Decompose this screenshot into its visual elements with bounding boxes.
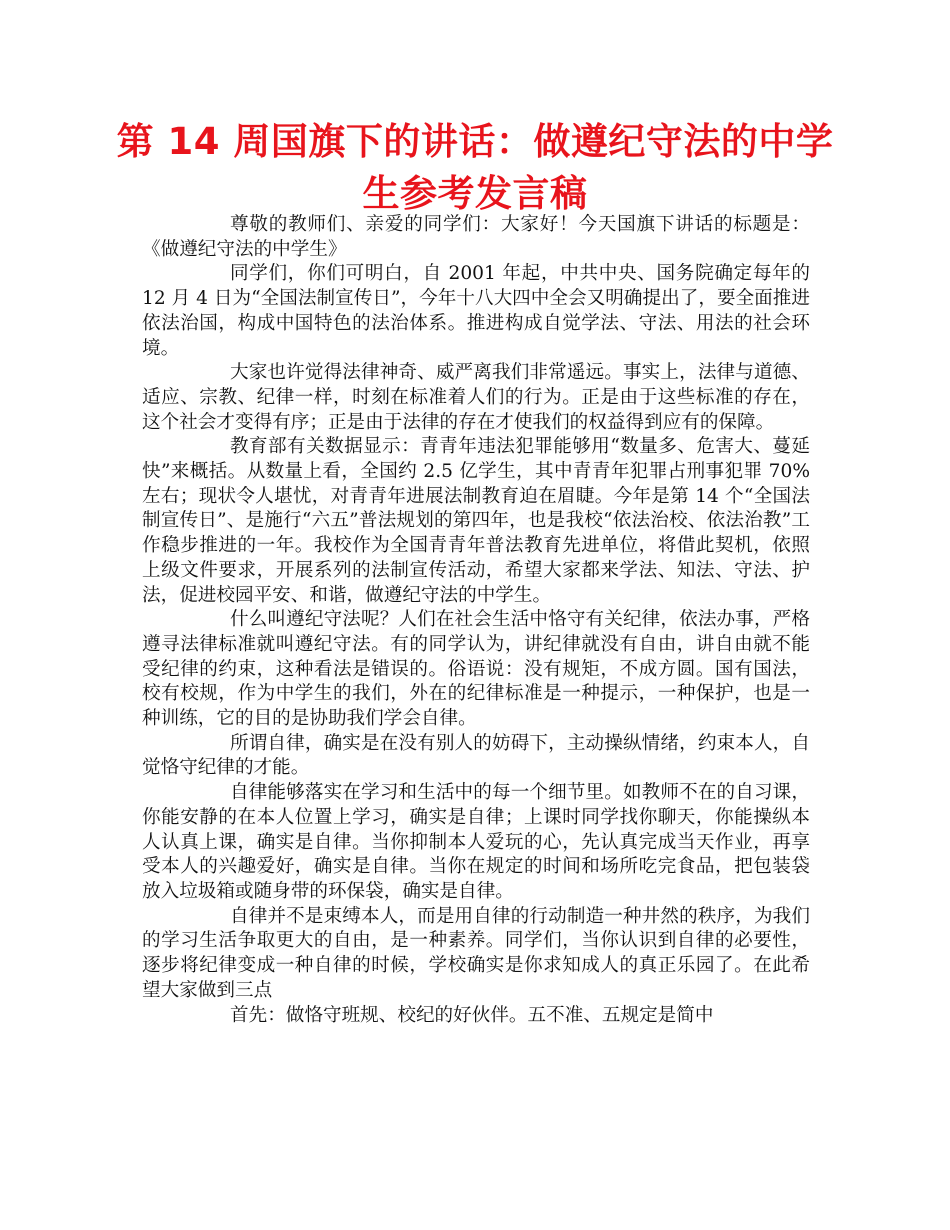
- document-title: 第 14 周国旗下的讲话：做遵纪守法的中学生参考发言稿: [116, 120, 834, 215]
- paragraph-examples: 自律能够落实在学习和生活中的每一个细节里。如教师不在的自习课，你能安静的在本人位置上学习，确实是自律；上课时同学找你聊天，你能操纵本人认真上课，确实是自律。当你抑制本人爱玩的心，先认真完成当天作业，再享受本人的兴趣爱好，确实是自律。当你在规定的时间和场所吃完食品，把包装袋放入垃圾箱或随身带的环保袋，确实是自律。: [142, 782, 810, 902]
- paragraph-first-point: 首先：做恪守班规、校纪的好伙伴。五不准、五规定是简中: [230, 1004, 714, 1026]
- paragraph-law-day: 同学们，你们可明白，自 2001 年起，中共中央、国务院确定每年的 12 月 4 日为“全国法制宣传日”，今年十八大四中全会又明确提出了，要全面推进依法治国，构成中国特色的法治体系。推进构成自觉学法、守法、用法的社会环境。: [142, 263, 810, 359]
- paragraph-definition: 什么叫遵纪守法呢？人们在社会生活中恪守有关纪律，依法办事，严格遵寻法律标准就叫遵纪守法。有的同学认为，讲纪律就没有自由，讲自由就不能受纪律的约束，这种看法是错误的。俗语说：没有规矩，不成方圆。国有国法，校有校规，作为中学生的我们，外在的纪律标准是一种提示，一种保护，也是一种训练，它的目的是协助我们学会自律。: [142, 609, 810, 730]
- document-body: [142, 213, 810, 1028]
- paragraph-statistics: 教育部有关数据显示：青青年违法犯罪能够用“数量多、危害大、蔓延快”来概括。从数量上看，全国约 2.5 亿学生，其中青青年犯罪占刑事犯罪 70%左右；现状令人堪忧，对青青年进展法制教育迫在眉睫。今年是第 14 个“全国法制宣传日”、是施行“六五”普法规划的第四年，也是我校“依法治校、依法治教”工作稳步推进的一年。我校作为全国青青年普法教育先进单位，将借此契机，依照上级文件要求，开展系列的法制宣传活动，希望大家都来学法、知法、守法、护法，促进校园平安、和谐，做遵纪守法的中学生。: [142, 436, 810, 606]
- paragraph-law-and-norms: 大家也许觉得法律神奇、威严离我们非常遥远。事实上，法律与道德、适应、宗教、纪律一样，时刻在标准着人们的行为。正是由于这些标准的存在，这个社会才变得有序；正是由于法律的存在才使我们的权益得到应有的保障。: [142, 362, 810, 433]
- paragraph-greeting: 尊敬的教师们、亲爱的同学们：大家好！今天国旗下讲话的标题是：《做遵纪守法的中学生》: [142, 214, 810, 260]
- paragraph-freedom: 自律并不是束缚本人，而是用自律的行动制造一种井然的秩序，为我们的学习生活争取更大的自由，是一种素养。同学们，当你认识到自律的必要性，逐步将纪律变成一种自律的时候，学校确实是你求知成人的真正乐园了。在此希望大家做到三点: [142, 905, 810, 1001]
- paragraph-self-discipline: 所谓自律，确实是在没有别人的妨碍下，主动操纵情绪，约束本人，自觉恪守纪律的才能。: [142, 732, 810, 779]
